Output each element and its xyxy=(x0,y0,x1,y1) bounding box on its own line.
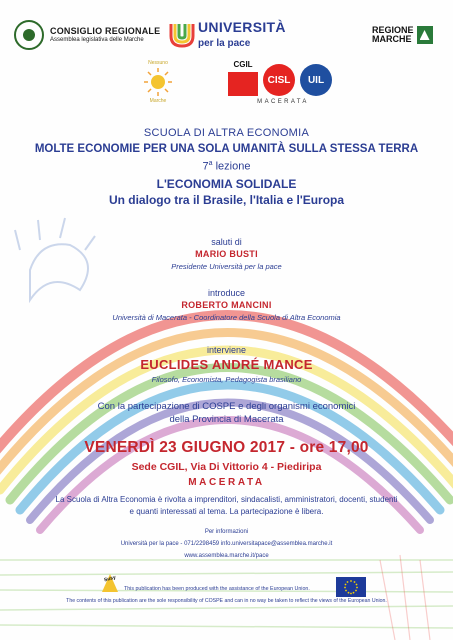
universita-title: UNIVERSITÀ xyxy=(198,19,286,35)
introduce-label: introduce xyxy=(207,288,246,298)
sun-drawing-logo xyxy=(140,60,176,104)
lesson-ordinal: a xyxy=(208,160,213,167)
uil-logo: UIL xyxy=(300,64,332,96)
main-title: MOLTE ECONOMIE PER UNA SOLA UMANITÀ SULLA STESSA TERRA xyxy=(34,143,419,155)
interviene-label: interviene xyxy=(206,345,247,355)
eu-disclaimer: The contents of this publication are the sole responsibility of COSPE and can in no way be taken to reflect the views of the European Union. xyxy=(66,598,387,604)
school-name: SCUOLA DI ALTRA ECONOMIA xyxy=(143,127,310,139)
unions-logos xyxy=(228,62,338,108)
consiglio-regionale-logo xyxy=(14,18,164,52)
consiglio-title: CONSIGLIO REGIONALE xyxy=(50,26,161,37)
cgil-logo xyxy=(228,72,258,96)
participation-line2: della Provincia di Macerata xyxy=(169,413,284,425)
contact-details: Università per la pace - 071/2298459 info.universitapace@assemblea.marche.it xyxy=(120,541,333,547)
participation-note xyxy=(0,401,453,427)
eu-assistance-note: This publication has been produced with the assistance of the European Union. xyxy=(124,586,310,592)
seal-icon xyxy=(14,20,44,50)
website-link[interactable]: www.assemblea.marche.it/pace xyxy=(184,553,269,559)
regione-line1: REGIONE xyxy=(372,24,414,35)
susy-label: Susy xyxy=(103,574,117,584)
lesson-number-value: 7 xyxy=(202,160,209,173)
audience-info-line2: e quanti interessati al tema. La partecipazione è libera. xyxy=(129,506,324,516)
sun-logo-caption: Marche xyxy=(149,98,167,104)
speaker-mance-name: EUCLIDES ANDRÉ MANCE xyxy=(140,357,313,372)
regione-line2: MARCHE xyxy=(372,34,412,44)
eu-flag-icon xyxy=(336,577,366,597)
lesson-word: lezione xyxy=(212,160,251,173)
speaker-busti-role: Presidente Università per la pace xyxy=(171,262,282,271)
speaker-mancini-role: Università di Macerata - Coordinatore della Scuola di Altra Economia xyxy=(112,313,341,322)
regione-marche-logo xyxy=(372,20,438,50)
sun-icon xyxy=(140,66,176,102)
event-date-time: VENERDÌ 23 GIUGNO 2017 - ore 17,00 xyxy=(84,439,369,456)
audience-info-line1: La Scuola di Altra Economia è rivolta a imprenditori, sindacalisti, amministratori, docenti, studenti xyxy=(55,495,398,504)
audience-info xyxy=(0,494,453,517)
regione-emblem-icon xyxy=(417,26,433,44)
speaker-mancini-name: ROBERTO MANCINI xyxy=(181,300,272,310)
topic-title: L'ECONOMIA SOLIDALE xyxy=(156,177,297,191)
cisl-logo: CISL xyxy=(263,64,295,96)
event-venue: Sede CGIL, Via Di Vittorio 4 - Piediripa xyxy=(131,461,322,473)
saluti-label: saluti di xyxy=(211,237,242,247)
sun-logo-top-text: Nessuno xyxy=(148,60,168,66)
cgil-label: CGIL xyxy=(233,60,253,69)
lesson-number xyxy=(0,160,453,173)
participation-line1: Con la partecipazione di COSPE e degli organismi economici xyxy=(97,401,356,412)
consiglio-subtitle: Assemblea legislativa delle Marche xyxy=(50,36,144,43)
universita-subtitle: per la pace xyxy=(198,38,251,49)
per-informazioni-label: Per informazioni xyxy=(204,529,249,535)
speaker-busti-name: MARIO BUSTI xyxy=(195,249,258,259)
unions-city-label: MACERATA xyxy=(257,99,309,105)
event-city: MACERATA xyxy=(188,477,265,488)
universita-per-la-pace-logo xyxy=(168,17,286,57)
rainbow-u-icon xyxy=(168,20,196,48)
topic-subtitle: Un dialogo tra il Brasile, l'Italia e l'Europa xyxy=(108,193,345,207)
speaker-mance-role: Filosofo, Economista, Pedagogista brasiliano xyxy=(151,375,302,384)
